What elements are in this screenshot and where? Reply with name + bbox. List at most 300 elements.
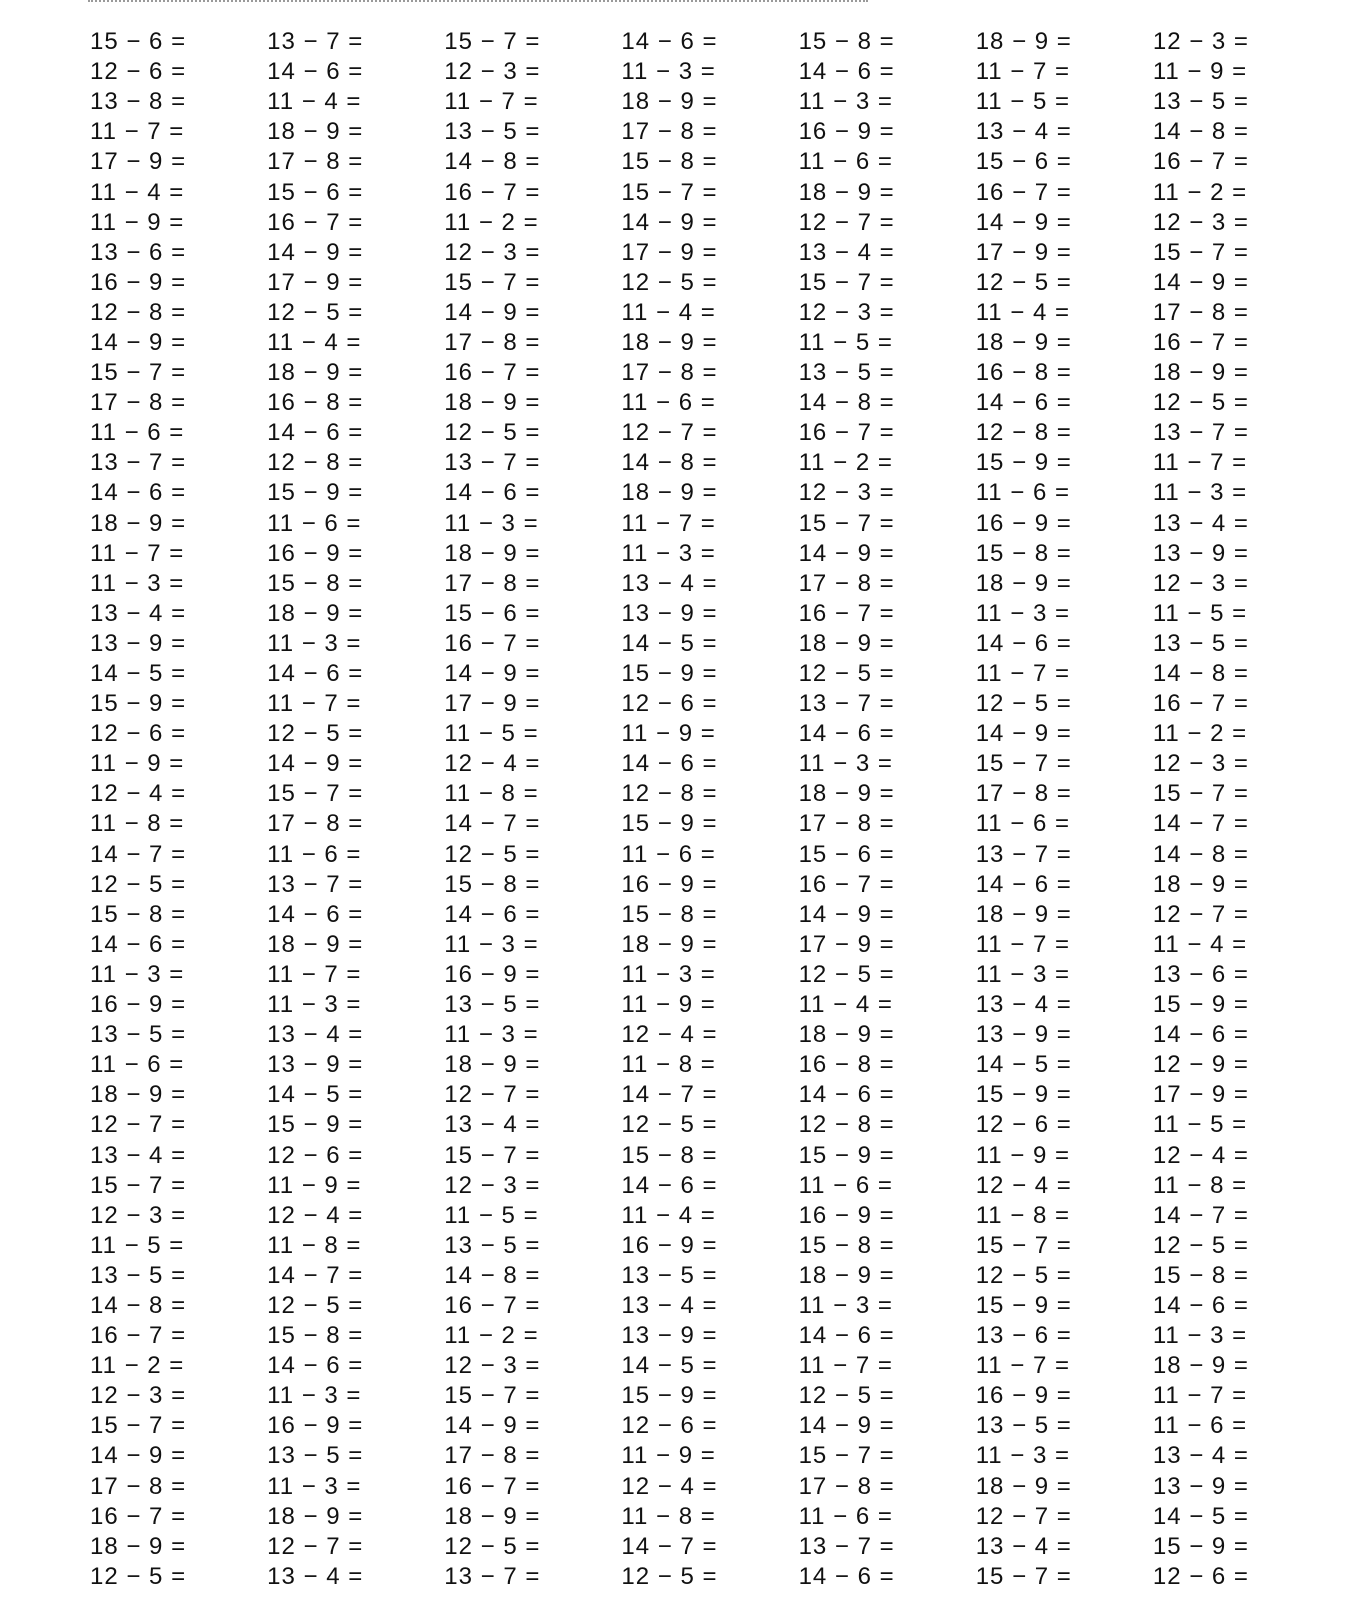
subtraction-problem: 12 − 5 = xyxy=(267,1291,364,1319)
subtraction-problem: 12 − 4 = xyxy=(621,1472,718,1500)
subtraction-problem: 16 − 7 = xyxy=(444,629,541,657)
subtraction-problem: 16 − 9 = xyxy=(798,118,895,146)
subtraction-problem: 17 − 8 = xyxy=(621,359,718,387)
subtraction-problem: 15 − 8 = xyxy=(798,1231,895,1259)
subtraction-problem: 14 − 9 = xyxy=(444,298,541,326)
subtraction-problem: 11 − 7 = xyxy=(798,1352,893,1380)
subtraction-problem: 14 − 5 = xyxy=(621,1352,718,1380)
subtraction-problem: 15 − 9 = xyxy=(90,690,187,718)
subtraction-problem: 14 − 9 = xyxy=(975,208,1072,236)
subtraction-problem: 13 − 9 = xyxy=(621,1322,718,1350)
subtraction-problem: 15 − 8 = xyxy=(621,148,718,176)
subtraction-problem: 13 − 4 = xyxy=(975,1532,1072,1560)
subtraction-problem: 11 − 2 = xyxy=(444,1322,539,1350)
subtraction-problem: 12 − 3 = xyxy=(1152,208,1249,236)
problem-row xyxy=(90,448,1330,478)
problem-row xyxy=(90,1441,1330,1471)
subtraction-problem: 13 − 8 = xyxy=(90,88,187,116)
subtraction-problem: 14 − 8 = xyxy=(90,1291,187,1319)
subtraction-problem: 13 − 4 = xyxy=(267,1562,364,1590)
subtraction-problem: 16 − 9 = xyxy=(90,991,187,1019)
subtraction-problem: 12 − 7 = xyxy=(975,1502,1072,1530)
subtraction-problem: 11 − 3 = xyxy=(267,629,362,657)
problem-row xyxy=(90,238,1330,268)
subtraction-problem: 11 − 5 = xyxy=(1152,599,1248,627)
subtraction-problem: 16 − 7 = xyxy=(1152,148,1249,176)
problem-row xyxy=(90,960,1330,990)
subtraction-problem: 11 − 4 = xyxy=(267,88,362,116)
subtraction-problem: 17 − 9 = xyxy=(975,238,1072,266)
subtraction-problem: 13 − 6 = xyxy=(1152,960,1249,988)
subtraction-problem: 12 − 5 = xyxy=(1152,1231,1249,1259)
subtraction-problem: 12 − 7 = xyxy=(1152,900,1249,928)
subtraction-problem: 17 − 8 = xyxy=(444,569,541,597)
subtraction-problem: 17 − 9 = xyxy=(1152,1081,1249,1109)
subtraction-problem: 13 − 7 = xyxy=(444,449,541,477)
subtraction-problem: 13 − 4 = xyxy=(444,1111,541,1139)
subtraction-problem: 14 − 6 = xyxy=(267,58,364,86)
subtraction-problem: 13 − 9 = xyxy=(621,599,718,627)
subtraction-problem: 11 − 9 = xyxy=(621,1442,716,1470)
subtraction-problem: 14 − 8 = xyxy=(1152,840,1249,868)
problem-row xyxy=(90,930,1330,960)
subtraction-problem: 16 − 7 = xyxy=(798,599,895,627)
subtraction-problem: 14 − 6 = xyxy=(798,1081,895,1109)
subtraction-problem: 12 − 5 = xyxy=(90,870,187,898)
subtraction-problem: 11 − 8 = xyxy=(444,780,539,808)
subtraction-problem: 15 − 9 = xyxy=(1152,1532,1249,1560)
subtraction-problem: 13 − 7 = xyxy=(1152,419,1249,447)
problem-row xyxy=(90,569,1330,599)
subtraction-problem: 12 − 8 = xyxy=(90,298,187,326)
subtraction-problem: 17 − 8 = xyxy=(90,1472,187,1500)
subtraction-worksheet xyxy=(90,27,1330,1592)
subtraction-problem: 11 − 7 = xyxy=(621,509,716,537)
problem-row xyxy=(90,478,1330,508)
subtraction-problem: 12 − 4 = xyxy=(621,1021,718,1049)
subtraction-problem: 15 − 6 = xyxy=(267,178,364,206)
subtraction-problem: 11 − 3 = xyxy=(267,991,362,1019)
subtraction-problem: 11 − 9 = xyxy=(621,720,716,748)
subtraction-problem: 11 − 4 = xyxy=(267,328,362,356)
subtraction-problem: 11 − 4 = xyxy=(975,298,1070,326)
subtraction-problem: 18 − 9 = xyxy=(621,328,718,356)
subtraction-problem: 13 − 9 = xyxy=(90,629,187,657)
subtraction-problem: 11 − 2 = xyxy=(798,449,893,477)
subtraction-problem: 12 − 7 = xyxy=(798,208,895,236)
subtraction-problem: 18 − 9 = xyxy=(267,118,364,146)
subtraction-problem: 16 − 7 = xyxy=(90,1502,187,1530)
subtraction-problem: 17 − 8 = xyxy=(267,148,364,176)
subtraction-problem: 14 − 8 = xyxy=(1152,118,1249,146)
subtraction-problem: 15 − 9 = xyxy=(1152,991,1249,1019)
problem-row xyxy=(90,809,1330,839)
subtraction-problem: 11 − 3 = xyxy=(444,509,539,537)
subtraction-problem: 12 − 7 = xyxy=(267,1532,364,1560)
subtraction-problem: 15 − 7 = xyxy=(798,509,895,537)
subtraction-problem: 12 − 3 = xyxy=(798,298,895,326)
problem-row xyxy=(90,1080,1330,1110)
subtraction-problem: 11 − 7 = xyxy=(975,1352,1070,1380)
problem-row xyxy=(90,1171,1330,1201)
subtraction-problem: 11 − 9 = xyxy=(621,991,716,1019)
problem-row xyxy=(90,1562,1330,1592)
subtraction-problem: 18 − 9 = xyxy=(90,509,187,537)
problem-row xyxy=(90,990,1330,1020)
subtraction-problem: 11 − 8 = xyxy=(975,1201,1070,1229)
subtraction-problem: 11 − 6 = xyxy=(798,1502,893,1530)
subtraction-problem: 11 − 6 = xyxy=(621,840,716,868)
subtraction-problem: 12 − 3 = xyxy=(90,1201,187,1229)
subtraction-problem: 15 − 7 = xyxy=(90,1412,187,1440)
subtraction-problem: 12 − 5 = xyxy=(444,840,541,868)
subtraction-problem: 11 − 6 = xyxy=(975,479,1070,507)
subtraction-problem: 18 − 9 = xyxy=(1152,1352,1249,1380)
subtraction-problem: 11 − 6 = xyxy=(975,810,1070,838)
subtraction-problem: 18 − 9 = xyxy=(798,780,895,808)
subtraction-problem: 16 − 7 = xyxy=(444,178,541,206)
subtraction-problem: 14 − 5 = xyxy=(1152,1502,1249,1530)
subtraction-problem: 18 − 9 = xyxy=(444,1051,541,1079)
subtraction-problem: 14 − 9 = xyxy=(267,238,364,266)
subtraction-problem: 11 − 9 = xyxy=(90,750,185,778)
subtraction-problem: 11 − 7 = xyxy=(1152,1382,1248,1410)
subtraction-problem: 11 − 7 = xyxy=(267,690,362,718)
subtraction-problem: 12 − 3 = xyxy=(444,238,541,266)
problem-row xyxy=(90,1502,1330,1532)
subtraction-problem: 12 − 4 = xyxy=(444,750,541,778)
subtraction-problem: 12 − 3 = xyxy=(90,1382,187,1410)
problem-row xyxy=(90,629,1330,659)
subtraction-problem: 12 − 5 = xyxy=(621,1111,718,1139)
problem-row xyxy=(90,689,1330,719)
subtraction-problem: 14 − 6 = xyxy=(975,870,1072,898)
subtraction-problem: 16 − 8 = xyxy=(798,1051,895,1079)
subtraction-problem: 11 − 8 = xyxy=(267,1231,362,1259)
subtraction-problem: 13 − 5 = xyxy=(798,359,895,387)
subtraction-problem: 17 − 9 = xyxy=(90,148,187,176)
subtraction-problem: 18 − 9 = xyxy=(621,479,718,507)
subtraction-problem: 15 − 7 = xyxy=(444,28,541,56)
subtraction-problem: 14 − 6 = xyxy=(798,1322,895,1350)
subtraction-problem: 15 − 7 = xyxy=(975,750,1072,778)
subtraction-problem: 12 − 6 = xyxy=(975,1111,1072,1139)
problem-row xyxy=(90,1411,1330,1441)
subtraction-problem: 12 − 4 = xyxy=(975,1171,1072,1199)
subtraction-problem: 12 − 6 = xyxy=(90,720,187,748)
subtraction-problem: 16 − 7 = xyxy=(444,1472,541,1500)
subtraction-problem: 14 − 9 = xyxy=(444,660,541,688)
subtraction-problem: 13 − 4 = xyxy=(90,599,187,627)
subtraction-problem: 11 − 7 = xyxy=(267,960,362,988)
subtraction-problem: 15 − 8 = xyxy=(798,28,895,56)
problem-row xyxy=(90,749,1330,779)
subtraction-problem: 17 − 8 = xyxy=(975,780,1072,808)
subtraction-problem: 15 − 9 = xyxy=(621,810,718,838)
subtraction-problem: 14 − 6 = xyxy=(975,389,1072,417)
subtraction-problem: 16 − 7 = xyxy=(1152,690,1249,718)
subtraction-problem: 15 − 9 = xyxy=(267,479,364,507)
subtraction-problem: 11 − 4 = xyxy=(798,991,893,1019)
subtraction-problem: 16 − 9 = xyxy=(267,1412,364,1440)
subtraction-problem: 14 − 8 = xyxy=(621,449,718,477)
subtraction-problem: 14 − 7 = xyxy=(621,1532,718,1560)
subtraction-problem: 15 − 7 = xyxy=(90,1171,187,1199)
problem-row xyxy=(90,870,1330,900)
problem-row xyxy=(90,1231,1330,1261)
subtraction-problem: 12 − 5 = xyxy=(621,1562,718,1590)
subtraction-problem: 12 − 7 = xyxy=(621,419,718,447)
subtraction-problem: 13 − 7 = xyxy=(267,870,364,898)
problem-row xyxy=(90,418,1330,448)
subtraction-problem: 18 − 9 = xyxy=(798,178,895,206)
subtraction-problem: 11 − 3 = xyxy=(798,1291,893,1319)
subtraction-problem: 15 − 8 = xyxy=(621,1141,718,1169)
subtraction-problem: 16 − 8 = xyxy=(975,359,1072,387)
subtraction-problem: 13 − 7 = xyxy=(798,1532,895,1560)
subtraction-problem: 14 − 6 = xyxy=(267,660,364,688)
subtraction-problem: 11 − 3 = xyxy=(975,599,1070,627)
subtraction-problem: 12 − 4 = xyxy=(1152,1141,1249,1169)
subtraction-problem: 14 − 6 = xyxy=(444,900,541,928)
problem-row xyxy=(90,328,1330,358)
problem-row xyxy=(90,659,1330,689)
subtraction-problem: 11 − 3 = xyxy=(798,750,893,778)
subtraction-problem: 11 − 2 = xyxy=(1152,720,1248,748)
subtraction-problem: 18 − 9 = xyxy=(621,88,718,116)
problem-row xyxy=(90,117,1330,147)
subtraction-problem: 17 − 9 = xyxy=(267,268,364,296)
subtraction-problem: 11 − 7 = xyxy=(975,660,1070,688)
subtraction-problem: 12 − 3 = xyxy=(444,58,541,86)
subtraction-problem: 17 − 8 = xyxy=(90,389,187,417)
subtraction-problem: 12 − 7 = xyxy=(444,1081,541,1109)
problem-row xyxy=(90,900,1330,930)
subtraction-problem: 11 − 7 = xyxy=(90,118,185,146)
subtraction-problem: 13 − 5 = xyxy=(444,118,541,146)
subtraction-problem: 16 − 7 = xyxy=(975,178,1072,206)
subtraction-problem: 15 − 6 = xyxy=(798,840,895,868)
subtraction-problem: 11 − 2 = xyxy=(1152,178,1248,206)
subtraction-problem: 15 − 7 = xyxy=(1152,780,1249,808)
subtraction-problem: 12 − 4 = xyxy=(267,1201,364,1229)
subtraction-problem: 14 − 9 = xyxy=(1152,268,1249,296)
subtraction-problem: 18 − 9 = xyxy=(444,539,541,567)
subtraction-problem: 14 − 6 = xyxy=(90,479,187,507)
subtraction-problem: 13 − 9 = xyxy=(975,1021,1072,1049)
subtraction-problem: 13 − 4 = xyxy=(267,1021,364,1049)
subtraction-problem: 11 − 5 = xyxy=(444,720,539,748)
subtraction-problem: 14 − 6 = xyxy=(444,479,541,507)
subtraction-problem: 17 − 9 = xyxy=(621,238,718,266)
subtraction-problem: 13 − 7 = xyxy=(975,840,1072,868)
subtraction-problem: 12 − 5 = xyxy=(621,268,718,296)
problem-row xyxy=(90,1050,1330,1080)
problem-row xyxy=(90,1532,1330,1562)
subtraction-problem: 17 − 9 = xyxy=(798,930,895,958)
subtraction-problem: 11 − 7 = xyxy=(90,539,185,567)
subtraction-problem: 11 − 7 = xyxy=(975,930,1070,958)
subtraction-problem: 11 − 5 = xyxy=(1152,1111,1248,1139)
subtraction-problem: 11 − 3 = xyxy=(621,539,716,567)
subtraction-problem: 11 − 3 = xyxy=(444,1021,539,1049)
subtraction-problem: 16 − 8 = xyxy=(267,389,364,417)
subtraction-problem: 14 − 8 = xyxy=(798,389,895,417)
subtraction-problem: 14 − 6 = xyxy=(90,930,187,958)
subtraction-problem: 11 − 3 = xyxy=(975,960,1070,988)
subtraction-problem: 11 − 8 = xyxy=(621,1051,716,1079)
subtraction-problem: 18 − 9 = xyxy=(267,930,364,958)
subtraction-problem: 14 − 9 = xyxy=(90,1442,187,1470)
subtraction-problem: 11 − 3 = xyxy=(90,569,185,597)
subtraction-problem: 12 − 3 = xyxy=(1152,569,1249,597)
problem-row xyxy=(90,1472,1330,1502)
subtraction-problem: 11 − 6 = xyxy=(90,1051,185,1079)
problem-row xyxy=(90,1140,1330,1170)
subtraction-problem: 13 − 9 = xyxy=(1152,1472,1249,1500)
subtraction-problem: 13 − 5 = xyxy=(90,1261,187,1289)
subtraction-problem: 12 − 8 = xyxy=(975,419,1072,447)
subtraction-problem: 11 − 6 = xyxy=(267,509,362,537)
subtraction-problem: 16 − 9 = xyxy=(975,509,1072,537)
subtraction-problem: 12 − 6 = xyxy=(1152,1562,1249,1590)
subtraction-problem: 11 − 5 = xyxy=(444,1201,539,1229)
subtraction-problem: 18 − 9 = xyxy=(798,629,895,657)
subtraction-problem: 11 − 5 = xyxy=(798,328,893,356)
subtraction-problem: 18 − 9 = xyxy=(1152,870,1249,898)
subtraction-problem: 17 − 8 = xyxy=(1152,298,1249,326)
subtraction-problem: 16 − 9 = xyxy=(267,539,364,567)
subtraction-problem: 17 − 8 = xyxy=(444,328,541,356)
subtraction-problem: 14 − 8 = xyxy=(444,148,541,176)
subtraction-problem: 11 − 6 = xyxy=(621,389,716,417)
subtraction-problem: 14 − 6 = xyxy=(621,28,718,56)
subtraction-problem: 14 − 6 = xyxy=(267,419,364,447)
subtraction-problem: 18 − 9 = xyxy=(975,1472,1072,1500)
subtraction-problem: 12 − 5 = xyxy=(798,660,895,688)
subtraction-problem: 13 − 5 = xyxy=(1152,629,1249,657)
subtraction-problem: 13 − 9 = xyxy=(1152,539,1249,567)
subtraction-problem: 15 − 7 = xyxy=(975,1562,1072,1590)
subtraction-problem: 11 − 5 = xyxy=(90,1231,185,1259)
subtraction-problem: 15 − 7 = xyxy=(90,359,187,387)
subtraction-problem: 14 − 6 = xyxy=(1152,1291,1249,1319)
subtraction-problem: 17 − 9 = xyxy=(444,690,541,718)
problem-row xyxy=(90,27,1330,57)
subtraction-problem: 17 − 8 = xyxy=(798,1472,895,1500)
subtraction-problem: 14 − 5 = xyxy=(90,660,187,688)
subtraction-problem: 11 − 8 = xyxy=(1152,1171,1248,1199)
subtraction-problem: 12 − 5 = xyxy=(975,1261,1072,1289)
subtraction-problem: 11 − 8 = xyxy=(90,810,185,838)
subtraction-problem: 12 − 8 = xyxy=(267,449,364,477)
subtraction-problem: 13 − 5 = xyxy=(444,1231,541,1259)
subtraction-problem: 11 − 4 = xyxy=(1152,930,1248,958)
subtraction-problem: 12 − 6 = xyxy=(621,690,718,718)
subtraction-problem: 18 − 9 = xyxy=(975,328,1072,356)
problem-row xyxy=(90,1291,1330,1321)
subtraction-problem: 14 − 6 = xyxy=(621,750,718,778)
subtraction-problem: 13 − 7 = xyxy=(90,449,187,477)
problem-row xyxy=(90,208,1330,238)
subtraction-problem: 18 − 9 = xyxy=(267,1502,364,1530)
subtraction-problem: 16 − 9 = xyxy=(444,960,541,988)
subtraction-problem: 14 − 7 = xyxy=(621,1081,718,1109)
subtraction-problem: 12 − 6 = xyxy=(621,1412,718,1440)
subtraction-problem: 15 − 6 = xyxy=(975,148,1072,176)
subtraction-problem: 11 − 7 = xyxy=(1152,449,1248,477)
subtraction-problem: 12 − 5 = xyxy=(798,1382,895,1410)
subtraction-problem: 18 − 9 = xyxy=(798,1261,895,1289)
subtraction-problem: 11 − 4 = xyxy=(90,178,185,206)
subtraction-problem: 12 − 5 = xyxy=(975,690,1072,718)
subtraction-problem: 11 − 3 = xyxy=(267,1382,362,1410)
subtraction-problem: 18 − 9 = xyxy=(444,1502,541,1530)
subtraction-problem: 11 − 6 = xyxy=(267,840,362,868)
subtraction-problem: 14 − 6 = xyxy=(798,1562,895,1590)
subtraction-problem: 17 − 8 = xyxy=(267,810,364,838)
subtraction-problem: 16 − 7 = xyxy=(1152,328,1249,356)
subtraction-problem: 16 − 7 = xyxy=(267,208,364,236)
subtraction-problem: 16 − 9 = xyxy=(90,268,187,296)
subtraction-problem: 13 − 5 = xyxy=(444,991,541,1019)
subtraction-problem: 14 − 6 = xyxy=(798,58,895,86)
subtraction-problem: 12 − 6 = xyxy=(90,58,187,86)
problem-row xyxy=(90,1201,1330,1231)
subtraction-problem: 15 − 7 = xyxy=(444,268,541,296)
subtraction-problem: 17 − 8 = xyxy=(444,1442,541,1470)
subtraction-problem: 14 − 7 = xyxy=(267,1261,364,1289)
subtraction-problem: 15 − 7 = xyxy=(798,268,895,296)
subtraction-problem: 15 − 8 = xyxy=(267,569,364,597)
subtraction-problem: 12 − 5 = xyxy=(90,1562,187,1590)
subtraction-problem: 11 − 2 = xyxy=(90,1352,185,1380)
problem-row xyxy=(90,1351,1330,1381)
subtraction-problem: 13 − 4 = xyxy=(1152,509,1249,537)
subtraction-problem: 11 − 7 = xyxy=(975,58,1070,86)
subtraction-problem: 14 − 7 = xyxy=(1152,810,1249,838)
subtraction-problem: 11 − 4 = xyxy=(621,1201,716,1229)
subtraction-problem: 11 − 3 = xyxy=(1152,1322,1248,1350)
subtraction-problem: 12 − 5 = xyxy=(444,419,541,447)
subtraction-problem: 13 − 6 = xyxy=(90,238,187,266)
subtraction-problem: 14 − 6 = xyxy=(798,720,895,748)
subtraction-problem: 18 − 9 = xyxy=(267,599,364,627)
subtraction-problem: 13 − 6 = xyxy=(975,1322,1072,1350)
subtraction-problem: 11 − 8 = xyxy=(621,1502,716,1530)
subtraction-problem: 12 − 5 = xyxy=(444,1532,541,1560)
subtraction-problem: 13 − 5 = xyxy=(90,1021,187,1049)
subtraction-problem: 13 − 9 = xyxy=(267,1051,364,1079)
problem-row xyxy=(90,779,1330,809)
subtraction-problem: 11 − 3 = xyxy=(975,1442,1070,1470)
subtraction-problem: 12 − 3 = xyxy=(798,479,895,507)
subtraction-problem: 14 − 5 = xyxy=(267,1081,364,1109)
subtraction-problem: 12 − 4 = xyxy=(90,780,187,808)
subtraction-problem: 12 − 3 = xyxy=(1152,28,1249,56)
subtraction-problem: 18 − 9 = xyxy=(975,28,1072,56)
subtraction-problem: 14 − 9 = xyxy=(444,1412,541,1440)
subtraction-problem: 14 − 9 = xyxy=(798,1412,895,1440)
subtraction-problem: 15 − 9 = xyxy=(975,449,1072,477)
subtraction-problem: 18 − 9 = xyxy=(90,1532,187,1560)
problem-row xyxy=(90,87,1330,117)
problem-row xyxy=(90,599,1330,629)
subtraction-problem: 11 − 6 = xyxy=(1152,1412,1248,1440)
subtraction-problem: 13 − 4 = xyxy=(621,1291,718,1319)
subtraction-problem: 12 − 5 = xyxy=(267,298,364,326)
subtraction-problem: 12 − 5 = xyxy=(798,960,895,988)
